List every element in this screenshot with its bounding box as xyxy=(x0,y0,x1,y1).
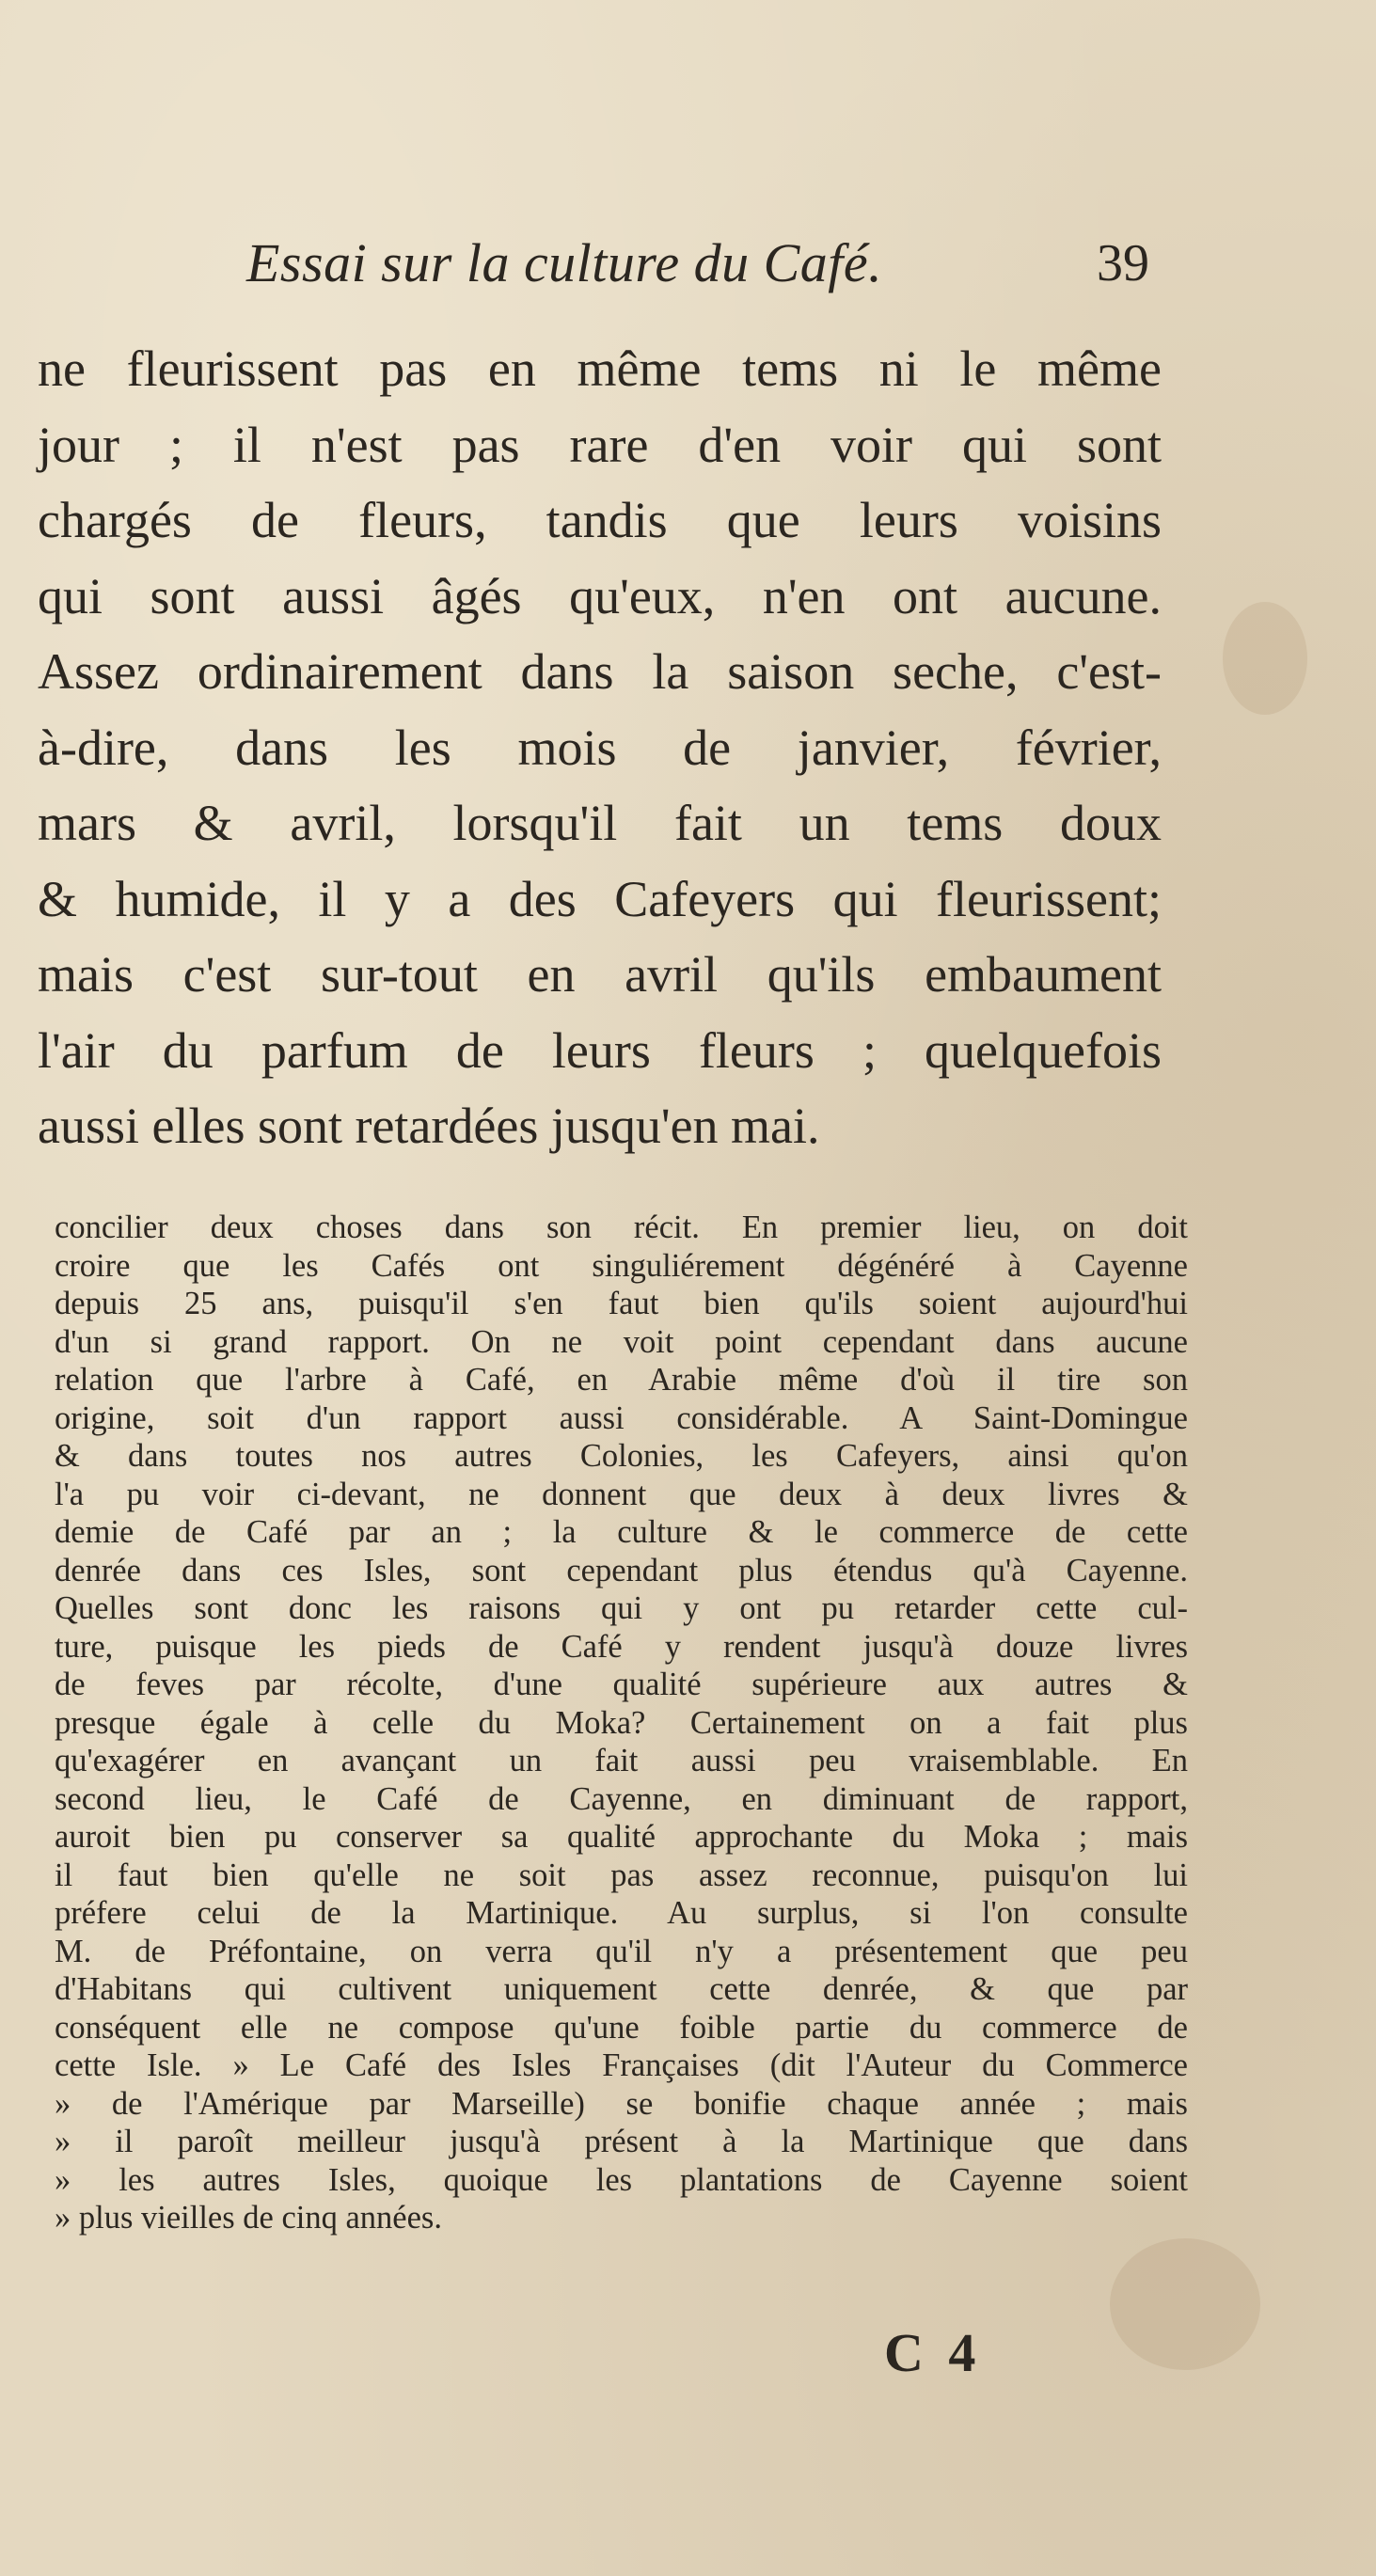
footnote-line: » plus vieilles de cinq années. xyxy=(55,2200,442,2236)
main-text-line: chargés de fleurs, tandis que leurs voisins xyxy=(38,492,1162,548)
running-head xyxy=(246,226,1149,310)
footnote-line: denrée dans ces Isles, sont cependant plus étendus qu'à Cayenne. xyxy=(55,1552,1188,1588)
main-text-line: l'air du parfum de leurs fleurs ; quelquefois xyxy=(38,1021,1162,1079)
footnote-line: second lieu, le Café de Cayenne, en diminuant de rapport, xyxy=(55,1780,1188,1817)
footnote-line: d'un si grand rapport. On ne voit point cependant dans aucune xyxy=(55,1323,1188,1360)
main-text-line: mais c'est sur-tout en avril qu'ils embaument xyxy=(38,946,1162,1003)
footnote-line: préfere celui de la Martinique. Au surplus, si l'on consulte xyxy=(55,1895,1188,1931)
main-text-line: à-dire, dans les mois de janvier, février, xyxy=(38,719,1162,776)
footnote-line: presque égale à celle du Moka? Certainement on a fait plus xyxy=(55,1704,1188,1741)
main-text-line: ne fleurissent pas en même tems ni le même xyxy=(38,340,1162,397)
main-text-line: jour ; il n'est pas rare d'en voir qui sont xyxy=(38,416,1162,473)
footnote-line: auroit bien pu conserver sa qualité approchante du Moka ; mais xyxy=(55,1819,1188,1855)
footnote-line: concilier deux choses dans son récit. En premier lieu, on doit xyxy=(55,1209,1188,1245)
footnote-line: conséquent elle ne compose qu'une foible partie du commerce de xyxy=(55,2009,1188,2046)
page-number: 39 xyxy=(1097,234,1149,292)
footnote-line: M. de Préfontaine, on verra qu'il n'y a présentement que peu xyxy=(55,1933,1188,1969)
footnote-line: & dans toutes nos autres Colonies, les Cafeyers, ainsi qu'on xyxy=(55,1438,1188,1474)
footnote-line: d'Habitans qui cultivent uniquement cette denrée, & que par xyxy=(55,1971,1188,2007)
footnote-line: demie de Café par an ; la culture & le commerce de cette xyxy=(55,1514,1188,1550)
foxing-stain xyxy=(1110,2238,1260,2370)
main-text-line: Assez ordinairement dans la saison seche, c'est- xyxy=(38,643,1162,700)
footnote-line: » il paroît meilleur jusqu'à présent à la Martinique que dans xyxy=(55,2124,1188,2159)
signature-mark: C 4 xyxy=(884,2322,982,2383)
footnote-block xyxy=(55,1209,1188,2237)
footnote-line: depuis 25 ans, puisqu'il s'en faut bien qu'ils soient aujourd'hui xyxy=(55,1286,1188,1321)
footnote-line: croire que les Cafés ont singuliérement dégénéré à Cayenne xyxy=(55,1247,1188,1284)
main-text-line: qui sont aussi âgés qu'eux, n'en ont aucune. xyxy=(38,567,1162,624)
foxing-stain xyxy=(1223,602,1307,715)
footnote-line: de feves par récolte, d'une qualité supérieure aux autres & xyxy=(55,1667,1188,1702)
footnote-line: ture, puisque les pieds de Café y rendent jusqu'à douze livres xyxy=(55,1628,1188,1665)
main-text-line: & humide, il y a des Cafeyers qui fleurissent; xyxy=(38,870,1162,927)
footnote-line: relation que l'arbre à Café, en Arabie même d'où il tire son xyxy=(55,1362,1188,1398)
main-text-line: mars & avril, lorsqu'il fait un tems doux xyxy=(38,795,1162,851)
main-text-line: aussi elles sont retardées jusqu'en mai. xyxy=(38,1098,820,1154)
footnote-line: l'a pu voir ci-devant, ne donnent que deux à deux livres & xyxy=(55,1476,1188,1512)
running-title: Essai sur la culture du Café. xyxy=(246,232,883,293)
footnote-line: cette Isle. » Le Café des Isles Françaises (dit l'Auteur du Commerce xyxy=(55,2047,1188,2083)
footnote-line: origine, soit d'un rapport aussi considérable. A Saint-Domingue xyxy=(55,1399,1188,1436)
footnote-line: » les autres Isles, quoique les plantations de Cayenne soient xyxy=(55,2161,1188,2198)
footnote-line: qu'exagérer en avançant un fait aussi peu vraisemblable. En xyxy=(55,1743,1188,1778)
main-text-block xyxy=(38,331,1162,1164)
footnote-line: » de l'Amérique par Marseille) se bonifie chaque année ; mais xyxy=(55,2085,1188,2122)
footnote-line: il faut bien qu'elle ne soit pas assez reconnue, puisqu'on lui xyxy=(55,1857,1188,1893)
footnote-line: Quelles sont donc les raisons qui y ont pu retarder cette cul- xyxy=(55,1590,1188,1626)
